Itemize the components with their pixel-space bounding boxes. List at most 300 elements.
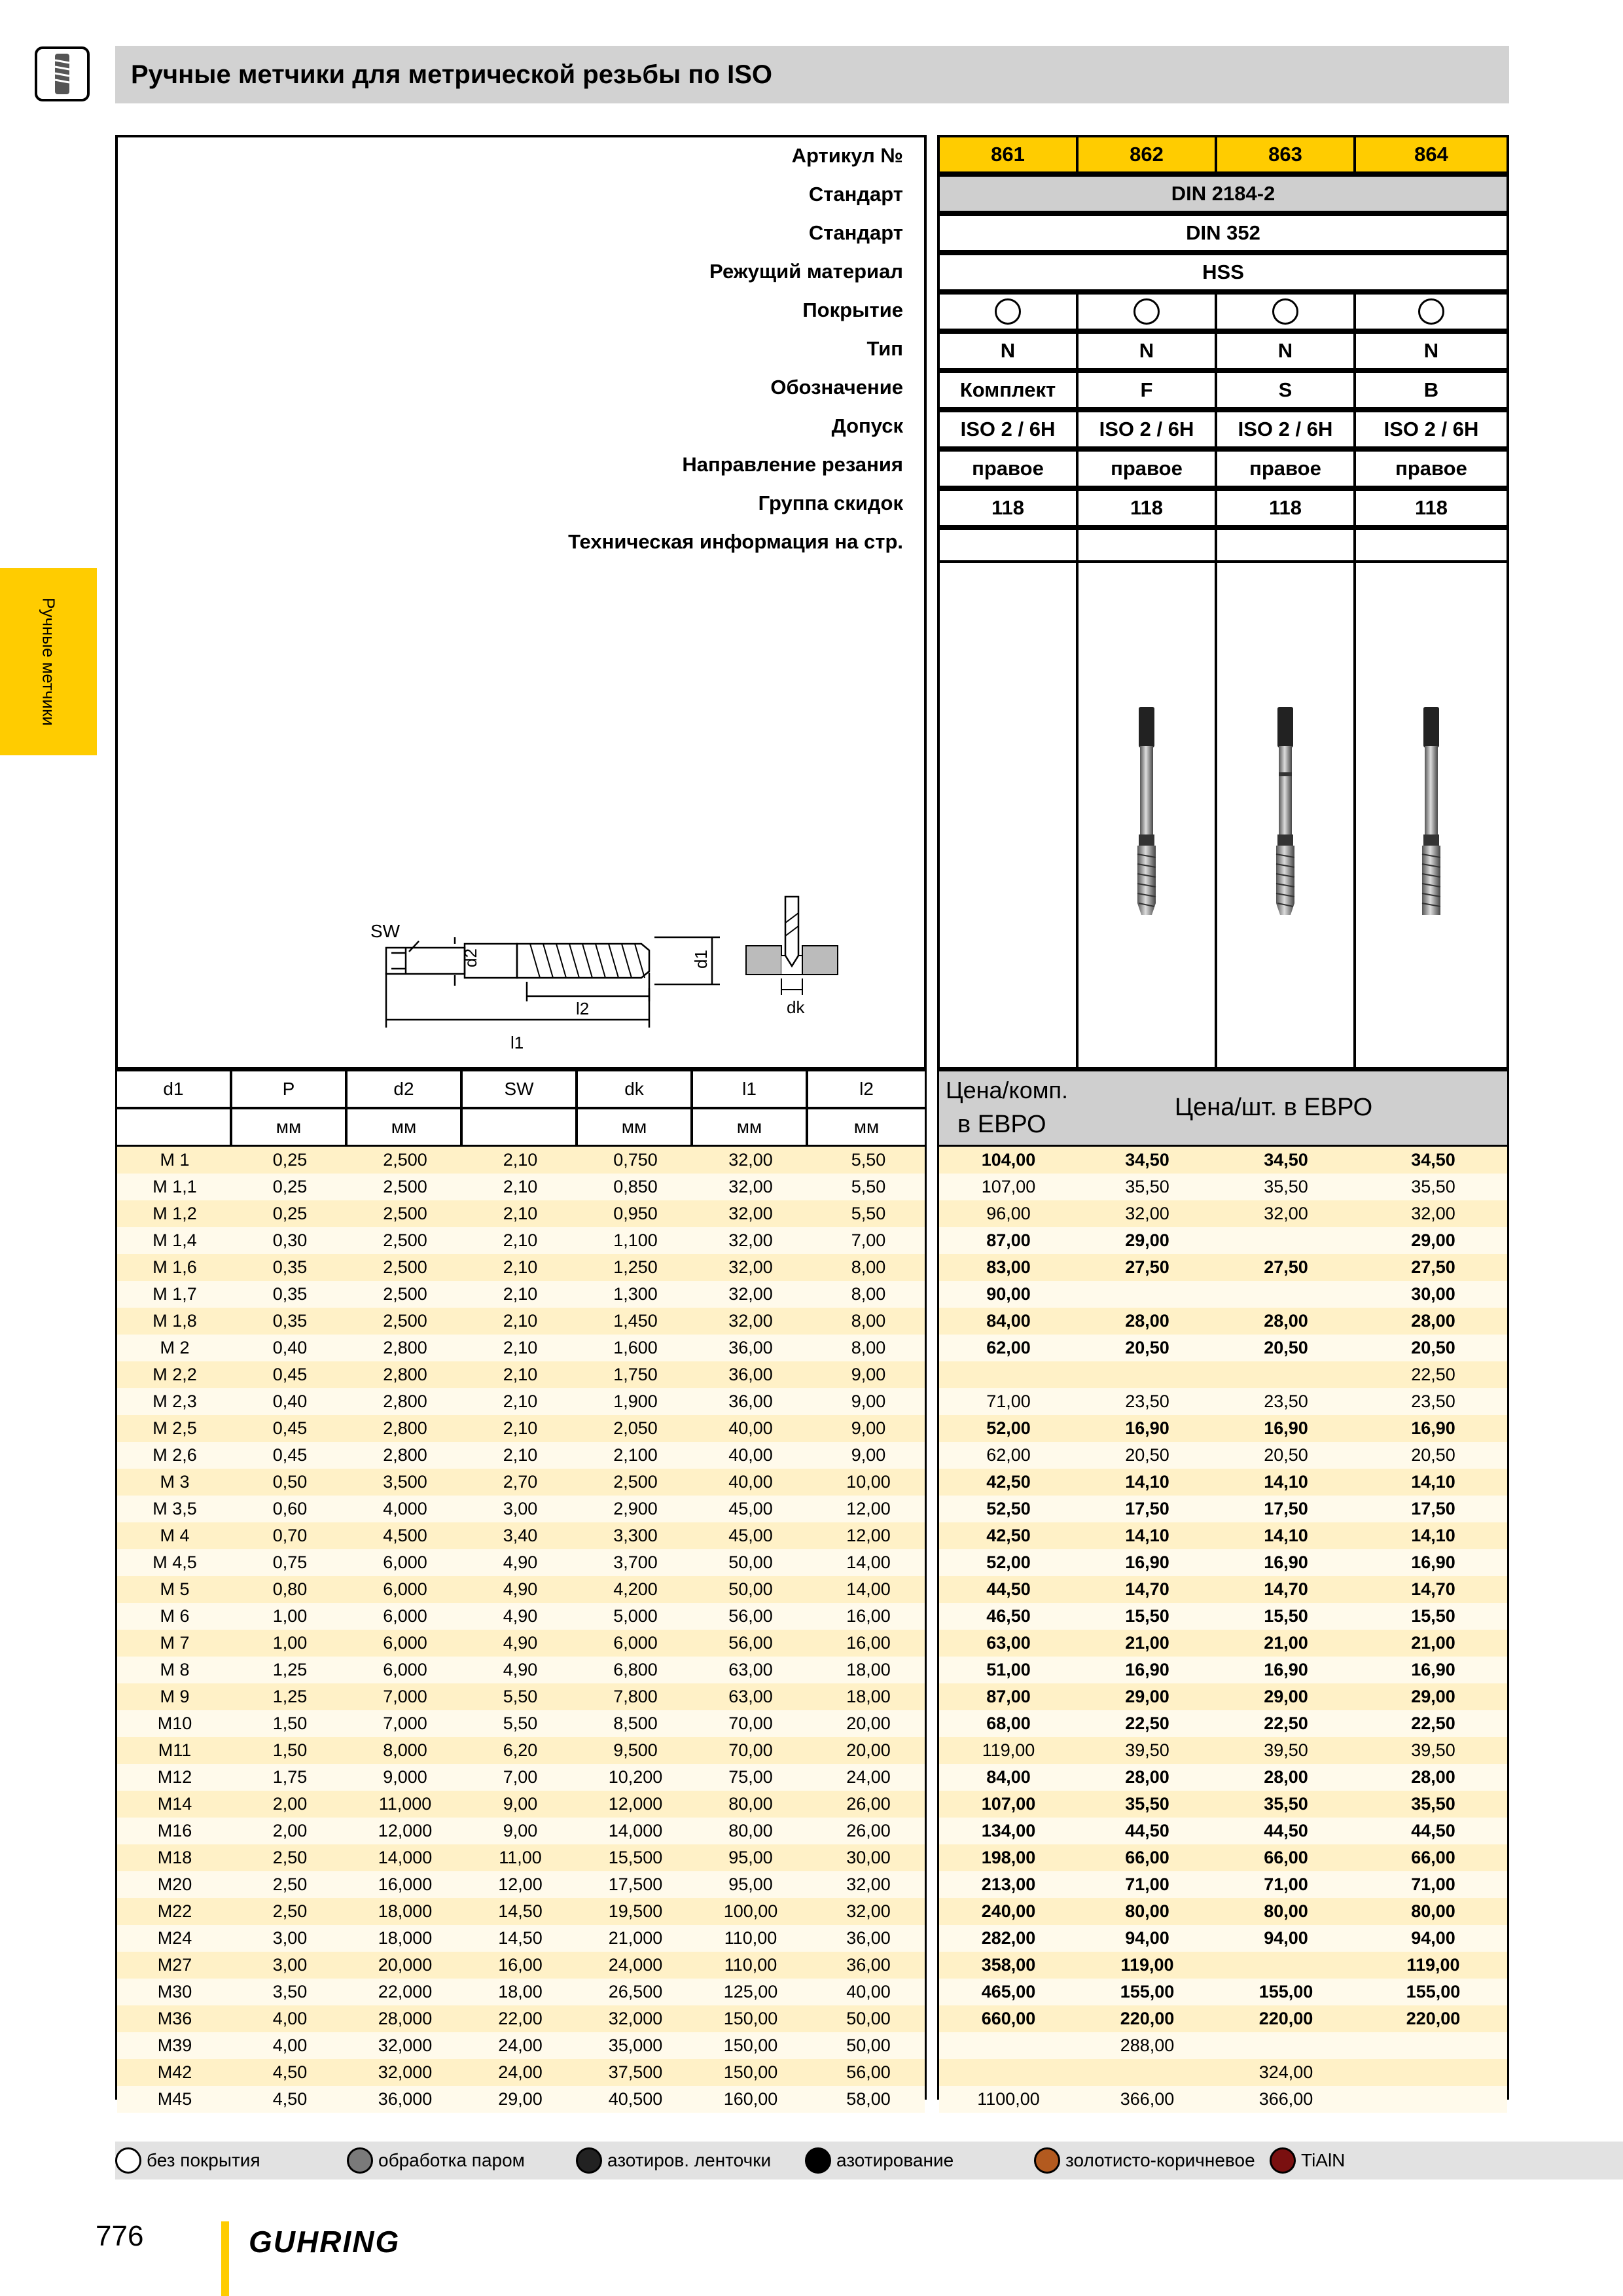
cell-d2: 2,500 <box>383 1257 427 1277</box>
price-cell-861: 282,00 <box>981 1928 1036 1948</box>
cell-d2: 2,800 <box>383 1391 427 1411</box>
price-cell-863: 14,10 <box>1264 1472 1308 1492</box>
cell-d1: M 1,8 <box>152 1311 197 1331</box>
cell-p: 0,35 <box>272 1311 308 1331</box>
uncoated-icon <box>115 2147 141 2174</box>
price-cell-864: 23,50 <box>1411 1391 1455 1411</box>
price-cell-863: 16,90 <box>1264 1660 1308 1679</box>
price-cell-862: 28,00 <box>1125 1767 1169 1787</box>
dim-label-d1: d1 <box>691 950 711 969</box>
cell-sw: 2,10 <box>503 1284 538 1304</box>
price-row[interactable] <box>939 1952 1507 1979</box>
table-row[interactable] <box>117 1710 925 1737</box>
cell-sw: 9,00 <box>503 1821 538 1840</box>
price-cell-864: 28,00 <box>1411 1767 1455 1787</box>
price-row[interactable] <box>939 1549 1507 1576</box>
dim-label-d2: d2 <box>461 948 480 967</box>
price-cell-863: 32,00 <box>1264 1204 1308 1223</box>
price-row[interactable] <box>939 1630 1507 1657</box>
price-row[interactable] <box>939 1683 1507 1710</box>
article-number-861[interactable]: 861 <box>937 135 1079 174</box>
cell-l2: 26,00 <box>846 1821 891 1840</box>
cell-l1: 150,00 <box>723 2062 778 2082</box>
cell-sw: 16,00 <box>498 1955 543 1975</box>
table-row[interactable] <box>117 1791 925 1818</box>
cell-sw: 2,70 <box>503 1472 538 1492</box>
table-row[interactable] <box>117 1952 925 1979</box>
price-cell-864: 22,50 <box>1411 1713 1455 1733</box>
table-row[interactable] <box>117 1818 925 1844</box>
cell-l2: 18,00 <box>846 1660 891 1679</box>
cell-sw: 2,10 <box>503 1150 538 1170</box>
coating-cell <box>1353 292 1509 331</box>
price-cell-861 <box>939 1361 1078 1388</box>
cell-p: 1,50 <box>272 1740 308 1760</box>
price-row[interactable] <box>939 1174 1507 1200</box>
legend-label: без покрытия <box>147 2150 260 2170</box>
table-row[interactable] <box>117 1254 925 1281</box>
table-row[interactable] <box>117 1844 925 1871</box>
price-cell-861: 52,00 <box>986 1552 1031 1572</box>
cell-p: 3,00 <box>272 1928 308 1948</box>
technical-info-page-cell[interactable] <box>1215 528 1356 563</box>
cell-d1: M42 <box>157 2062 192 2082</box>
cell-d2: 2,800 <box>383 1338 427 1357</box>
price-row[interactable] <box>939 1898 1507 1925</box>
price-cell-863: 80,00 <box>1264 1901 1308 1921</box>
cell-d1: M11 <box>158 1740 192 1760</box>
table-row[interactable] <box>117 1764 925 1791</box>
price-cell-861: 358,00 <box>981 1955 1036 1975</box>
cell-sw: 2,10 <box>503 1204 538 1223</box>
price-cell-861: 51,00 <box>986 1660 1031 1679</box>
price-cell-863: 66,00 <box>1264 1848 1308 1867</box>
cell-sw: 2,10 <box>503 1230 538 1250</box>
cell-sw: 2,10 <box>503 1338 538 1357</box>
price-cell-863 <box>1217 2032 1355 2059</box>
price-cell-864: 14,10 <box>1411 1472 1455 1492</box>
price-cell-864: 29,00 <box>1411 1687 1455 1706</box>
price-cell-863: 28,00 <box>1264 1767 1308 1787</box>
table-row[interactable] <box>117 1522 925 1549</box>
cell-p: 0,70 <box>272 1526 308 1545</box>
table-row[interactable] <box>117 1549 925 1576</box>
price-cell-864: 39,50 <box>1411 1740 1455 1760</box>
table-row[interactable] <box>117 1630 925 1657</box>
price-cell-864: 29,00 <box>1411 1230 1455 1250</box>
price-header <box>937 1069 1509 1147</box>
price-cell-863: 35,50 <box>1264 1177 1308 1196</box>
price-row[interactable] <box>939 1979 1507 2005</box>
table-row[interactable] <box>117 1227 925 1254</box>
designation-cell: Комплект <box>937 370 1079 410</box>
tialn-icon <box>1270 2147 1296 2174</box>
cell-dk: 35,000 <box>608 2036 663 2055</box>
price-row[interactable] <box>939 1603 1507 1630</box>
price-cell-862: 29,00 <box>1125 1687 1169 1706</box>
cell-dk: 7,800 <box>613 1687 658 1706</box>
price-cell-862: 288,00 <box>1120 2036 1175 2055</box>
cell-l1: 32,00 <box>728 1204 773 1223</box>
price-row[interactable] <box>939 1844 1507 1871</box>
col-header-dk: dk <box>576 1069 692 1109</box>
cell-d2: 20,000 <box>378 1955 433 1975</box>
cell-d1: M 2,3 <box>152 1391 197 1411</box>
title-bar <box>115 46 1509 103</box>
table-row[interactable] <box>117 1576 925 1603</box>
price-row[interactable] <box>939 1818 1507 1844</box>
cell-sw: 2,10 <box>503 1445 538 1465</box>
price-cell-863: 20,50 <box>1264 1338 1308 1357</box>
cell-l2: 24,00 <box>846 1767 891 1787</box>
cell-dk: 40,500 <box>608 2089 663 2109</box>
table-row[interactable] <box>117 1415 925 1442</box>
cell-dk: 19,500 <box>608 1901 663 1921</box>
product-image-cell[interactable] <box>1215 560 1356 1069</box>
nitrided-land-icon <box>576 2147 602 2174</box>
cell-sw: 24,00 <box>498 2036 543 2055</box>
price-row[interactable] <box>939 1925 1507 1952</box>
price-cell-863 <box>1217 1952 1355 1979</box>
cell-p: 0,75 <box>272 1552 308 1572</box>
cell-l2: 18,00 <box>846 1687 891 1706</box>
cell-d1: M18 <box>157 1848 192 1867</box>
price-cell-861: 90,00 <box>986 1284 1031 1304</box>
price-cell-862 <box>1078 1281 1217 1308</box>
cell-l2: 36,00 <box>846 1928 891 1948</box>
cell-d2: 4,500 <box>383 1526 427 1545</box>
col-header-l2: l2 <box>806 1069 927 1109</box>
cell-l2: 8,00 <box>851 1257 886 1277</box>
cell-p: 0,45 <box>272 1418 308 1438</box>
table-row[interactable] <box>117 2032 925 2059</box>
price-row[interactable] <box>939 1791 1507 1818</box>
label-cutting-material: Режущий материал <box>709 260 903 283</box>
price-row[interactable] <box>939 1496 1507 1522</box>
price-row[interactable] <box>939 1764 1507 1791</box>
price-row[interactable] <box>939 1576 1507 1603</box>
cell-p: 2,50 <box>272 1848 308 1867</box>
table-row[interactable] <box>117 1147 925 1174</box>
cell-d1: M 1 <box>160 1150 190 1170</box>
table-row[interactable] <box>117 1871 925 1898</box>
article-number-862[interactable]: 862 <box>1076 135 1217 174</box>
price-row[interactable] <box>939 1522 1507 1549</box>
dim-label-l1: l1 <box>510 1033 524 1052</box>
price-cell-861: 84,00 <box>986 1311 1031 1331</box>
cell-dk: 6,800 <box>613 1660 658 1679</box>
price-cell-862: 66,00 <box>1125 1848 1169 1867</box>
cell-d1: M 1,1 <box>152 1177 197 1196</box>
cell-p: 1,50 <box>272 1713 308 1733</box>
price-row[interactable] <box>939 1710 1507 1737</box>
price-cell-861: 42,50 <box>986 1472 1031 1492</box>
price-cell-861: 52,00 <box>986 1418 1031 1438</box>
cell-d1: M 9 <box>160 1687 190 1706</box>
price-row[interactable] <box>939 1361 1507 1388</box>
price-cell-864: 21,00 <box>1411 1633 1455 1653</box>
price-row[interactable] <box>939 2059 1507 2086</box>
cell-l2: 8,00 <box>851 1338 886 1357</box>
price-cell-861: 107,00 <box>981 1794 1036 1814</box>
cell-l2: 9,00 <box>851 1418 886 1438</box>
cell-d2: 6,000 <box>383 1552 427 1572</box>
price-row[interactable] <box>939 2032 1507 2059</box>
table-row[interactable] <box>117 2059 925 2086</box>
designation-cell: B <box>1353 370 1509 410</box>
section-tab[interactable] <box>0 568 97 755</box>
label-tolerance: Допуск <box>831 414 903 437</box>
legend-label: азотиров. ленточки <box>607 2150 772 2170</box>
cell-l1: 40,00 <box>728 1418 773 1438</box>
technical-info-page-cell[interactable] <box>1353 528 1509 563</box>
cell-l2: 20,00 <box>846 1713 891 1733</box>
price-cell-862: 20,50 <box>1125 1338 1169 1357</box>
label-standard-1: Стандарт <box>808 183 903 206</box>
price-row[interactable] <box>939 1442 1507 1469</box>
cell-dk: 2,050 <box>613 1418 658 1438</box>
cell-d1: M 2,5 <box>152 1418 197 1438</box>
table-row[interactable] <box>117 1683 925 1710</box>
label-article-number: Артикул № <box>791 144 903 167</box>
table-row[interactable] <box>117 1388 925 1415</box>
product-image-cell[interactable] <box>1353 560 1509 1069</box>
article-number-863[interactable]: 863 <box>1215 135 1356 174</box>
price-row[interactable] <box>939 1227 1507 1254</box>
price-row[interactable] <box>939 1335 1507 1361</box>
price-cell-861: 68,00 <box>986 1713 1031 1733</box>
price-row[interactable] <box>939 1254 1507 1281</box>
cutting-direction-cell: правое <box>1215 449 1356 488</box>
cell-d2: 2,800 <box>383 1418 427 1438</box>
cell-d1: M 1,7 <box>152 1284 197 1304</box>
label-designation: Обозначение <box>770 376 903 399</box>
price-cell-861: 71,00 <box>986 1391 1031 1411</box>
price-row[interactable] <box>939 1308 1507 1335</box>
discount-group-cell: 118 <box>937 488 1079 528</box>
price-table-body <box>937 1147 1509 2109</box>
price-cell-863 <box>1217 1361 1355 1388</box>
label-coating: Покрытие <box>802 298 903 321</box>
table-row[interactable] <box>117 1200 925 1227</box>
table-row[interactable] <box>117 1496 925 1522</box>
price-cell-862: 21,00 <box>1125 1633 1169 1653</box>
price-cell-861: 119,00 <box>982 1740 1035 1760</box>
cell-d2: 18,000 <box>378 1901 433 1921</box>
cell-d1: M20 <box>157 1874 192 1894</box>
price-cell-862: 80,00 <box>1125 1901 1169 1921</box>
nitrided-icon <box>805 2147 831 2174</box>
tap-product-icon <box>1266 707 1305 923</box>
uncoated-icon <box>1418 298 1444 325</box>
technical-info-page-cell[interactable] <box>937 528 1079 563</box>
price-cell-863: 155,00 <box>1258 1982 1313 2001</box>
cell-dk: 1,100 <box>613 1230 658 1250</box>
price-cell-862: 16,90 <box>1125 1418 1169 1438</box>
cell-l2: 8,00 <box>851 1284 886 1304</box>
price-row[interactable] <box>939 2086 1507 2113</box>
price-cell-864: 20,50 <box>1411 1338 1455 1357</box>
steam-treated-icon <box>347 2147 373 2174</box>
cell-l1: 125,00 <box>723 1982 778 2001</box>
price-row[interactable] <box>939 1871 1507 1898</box>
page-title: Ручные метчики для метрической резьбы по ISO <box>131 60 772 89</box>
legend-label: азотирование <box>836 2150 954 2170</box>
cell-p: 0,25 <box>272 1177 308 1196</box>
legend-item <box>115 2145 260 2176</box>
unit-cell <box>115 1107 232 1147</box>
price-row[interactable] <box>939 1657 1507 1683</box>
price-per-set-header-line1: Цена/комп. <box>946 1077 1068 1103</box>
cell-p: 0,45 <box>272 1445 308 1465</box>
price-cell-863: 23,50 <box>1264 1391 1308 1411</box>
table-row[interactable] <box>117 2086 925 2113</box>
cell-l2: 26,00 <box>846 1794 891 1814</box>
footer-accent-bar <box>221 2221 229 2296</box>
table-row[interactable] <box>117 1174 925 1200</box>
product-image-cell[interactable] <box>1076 560 1217 1069</box>
table-row[interactable] <box>117 1442 925 1469</box>
table-row[interactable] <box>117 1737 925 1764</box>
designation-cell: F <box>1076 370 1217 410</box>
tolerance-cell: ISO 2 / 6H <box>1353 410 1509 449</box>
price-cell-864: 16,90 <box>1411 1418 1455 1438</box>
cell-l1: 36,00 <box>728 1365 773 1384</box>
table-row[interactable] <box>117 1281 925 1308</box>
table-row[interactable] <box>117 2005 925 2032</box>
price-cell-862: 14,10 <box>1125 1472 1169 1492</box>
cell-p: 2,50 <box>272 1874 308 1894</box>
cell-l1: 150,00 <box>723 2036 778 2055</box>
price-cell-864: 14,70 <box>1411 1579 1455 1599</box>
table-row[interactable] <box>117 1361 925 1388</box>
tap-product-icon <box>1412 707 1451 923</box>
cell-l2: 40,00 <box>846 1982 891 2001</box>
cell-dk: 2,900 <box>613 1499 658 1518</box>
cell-sw: 12,00 <box>498 1874 543 1894</box>
coating-cell <box>937 292 1079 331</box>
unit-cell: мм <box>806 1107 927 1147</box>
price-cell-861: 87,00 <box>986 1230 1031 1250</box>
coating-cell <box>1215 292 1356 331</box>
cell-l1: 100,00 <box>723 1901 778 1921</box>
cell-dk: 2,100 <box>613 1445 658 1465</box>
cell-l1: 45,00 <box>728 1526 773 1545</box>
article-number-864[interactable]: 864 <box>1353 135 1509 174</box>
cell-l2: 7,00 <box>851 1230 886 1250</box>
cell-p: 0,40 <box>272 1391 308 1411</box>
cell-sw: 7,00 <box>503 1767 538 1787</box>
cell-l1: 80,00 <box>728 1821 773 1840</box>
cell-sw: 5,50 <box>503 1687 538 1706</box>
cell-sw: 4,90 <box>503 1606 538 1626</box>
cell-l2: 5,50 <box>851 1204 886 1223</box>
cell-l2: 5,50 <box>851 1177 886 1196</box>
price-cell-863: 71,00 <box>1264 1874 1308 1894</box>
page-number: 776 <box>96 2220 144 2252</box>
table-row[interactable] <box>117 1308 925 1335</box>
price-row[interactable] <box>939 1147 1507 1174</box>
price-cell-861: 96,00 <box>986 1204 1031 1223</box>
cell-d1: M45 <box>157 2089 192 2109</box>
price-row[interactable] <box>939 1469 1507 1496</box>
uncoated-icon <box>995 298 1021 325</box>
price-row[interactable] <box>939 1737 1507 1764</box>
cell-l1: 75,00 <box>728 1767 773 1787</box>
price-cell-863: 21,00 <box>1264 1633 1308 1653</box>
price-cell-861: 44,50 <box>986 1579 1031 1599</box>
cell-p: 0,35 <box>272 1257 308 1277</box>
cell-sw: 2,10 <box>503 1257 538 1277</box>
cell-d2: 2,800 <box>383 1445 427 1465</box>
cell-sw: 4,90 <box>503 1552 538 1572</box>
price-cell-861: 87,00 <box>986 1687 1031 1706</box>
table-row[interactable] <box>117 1979 925 2005</box>
cell-l2: 9,00 <box>851 1445 886 1465</box>
table-row[interactable] <box>117 1898 925 1925</box>
table-row[interactable] <box>117 1603 925 1630</box>
table-row[interactable] <box>117 1335 925 1361</box>
col-header-d2: d2 <box>346 1069 462 1109</box>
table-row[interactable] <box>117 1925 925 1952</box>
cell-l1: 80,00 <box>728 1794 773 1814</box>
price-row[interactable] <box>939 1388 1507 1415</box>
price-cell-862: 17,50 <box>1125 1499 1169 1518</box>
cell-p: 4,00 <box>272 2009 308 2028</box>
cell-d2: 6,000 <box>383 1660 427 1679</box>
cell-l2: 12,00 <box>846 1526 891 1545</box>
table-row[interactable] <box>117 1469 925 1496</box>
price-cell-863: 16,90 <box>1264 1418 1308 1438</box>
table-row[interactable] <box>117 1657 925 1683</box>
dimension-table-body <box>115 1147 927 2109</box>
cell-d2: 2,500 <box>383 1284 427 1304</box>
cell-sw: 3,40 <box>503 1526 538 1545</box>
cell-d2: 36,000 <box>378 2089 433 2109</box>
cell-l1: 56,00 <box>728 1633 773 1653</box>
cell-l1: 160,00 <box>723 2089 778 2109</box>
price-cell-863: 17,50 <box>1264 1499 1308 1518</box>
standard-din-2184-2: DIN 2184-2 <box>937 174 1509 213</box>
price-cell-862: 27,50 <box>1125 1257 1169 1277</box>
price-cell-863: 35,50 <box>1264 1794 1308 1814</box>
price-cell-862 <box>1078 1361 1217 1388</box>
cell-d2: 2,500 <box>383 1204 427 1223</box>
technical-info-page-cell[interactable] <box>1076 528 1217 563</box>
cell-d2: 16,000 <box>378 1874 433 1894</box>
price-cell-864: 94,00 <box>1411 1928 1455 1948</box>
cell-sw: 14,50 <box>498 1901 543 1921</box>
cell-dk: 14,000 <box>608 1821 663 1840</box>
price-cell-862: 28,00 <box>1125 1311 1169 1331</box>
price-row[interactable] <box>939 1281 1507 1308</box>
uncoated-icon <box>1272 298 1298 325</box>
price-cell-864 <box>1355 2059 1511 2086</box>
brand-logo: GUHRING <box>249 2225 401 2259</box>
price-row[interactable] <box>939 1415 1507 1442</box>
cell-p: 0,35 <box>272 1284 308 1304</box>
cell-sw: 5,50 <box>503 1713 538 1733</box>
cell-p: 0,25 <box>272 1204 308 1223</box>
price-row[interactable] <box>939 2005 1507 2032</box>
price-cell-862: 22,50 <box>1125 1713 1169 1733</box>
cell-d1: M 6 <box>160 1606 190 1626</box>
cell-d2: 28,000 <box>378 2009 433 2028</box>
price-cell-864: 119,00 <box>1406 1955 1460 1975</box>
legend-label: обработка паром <box>378 2150 525 2170</box>
price-cell-864 <box>1355 2032 1511 2059</box>
price-row[interactable] <box>939 1200 1507 1227</box>
